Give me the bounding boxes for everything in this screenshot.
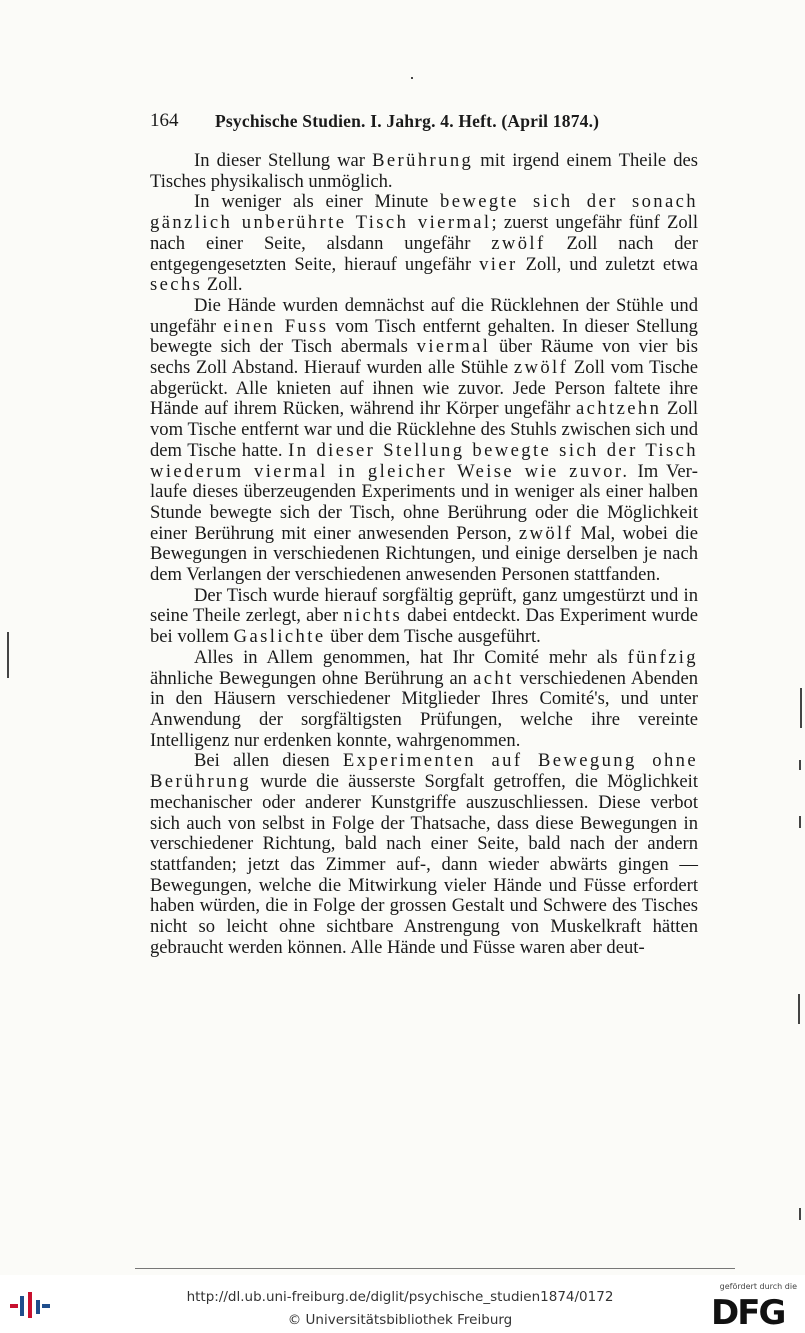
spaced-emphasis: bewegte sich der sonach gänzlich unberührte Tisch viermal xyxy=(150,191,698,234)
text-run: Die Hände wurden demnächst auf die Rücklehnen der Stühle und ungefähr xyxy=(150,294,698,337)
text-run: Zoll. xyxy=(202,274,243,296)
text-run: Der Tisch wurde hierauf sorgfältig geprüft, ganz umgestürzt und in seine Theile zerlegt, aber xyxy=(150,584,698,627)
bottom-rule xyxy=(135,1268,735,1269)
text-run: ; zuerst ungefähr fünf Zoll nach einer Seite, alsdann ungefähr xyxy=(150,212,698,254)
spaced-emphasis: viermal xyxy=(416,336,491,358)
text-run: dabei entdeckt. Das Experiment wurde bei vollem xyxy=(150,605,698,648)
page-number: 164 xyxy=(150,110,179,131)
paragraph xyxy=(150,296,698,586)
digital-library-icon xyxy=(6,1288,54,1324)
body-text xyxy=(150,151,698,958)
text-run: wurde die äusserste Sorgfalt getroffen, die Möglichkeit mechanischer oder anderer Kunstgriffe auszuschliessen. Diese verbot sich auch von selbst in Folge der Thatsache, dass diese Bewegungen in verschiedener Richtung, bald nach einer Seite, bald nach der andern stattfanden; jetzt das Zimmer auf-, dann wieder abwärts gingen — Bewegungen, welche die Mitwirkung vieler Hände und Füsse erfordert haben würden, die in Folge der grossen Gestalt und Schwere des Tisches nicht so leicht ohne sichtbare Anstrengung von Muskelkraft hätten gebraucht werden können. Alle Hände und Füsse waren aber deut- xyxy=(150,771,698,958)
text-run: Zoll vom Tische entfernt war und die Rücklehne des Stuhls zwischen sich und dem Tische hatte. xyxy=(150,398,698,461)
spaced-emphasis: zwölf xyxy=(513,357,569,379)
text-run: über dem Tische ausgeführt. xyxy=(325,626,541,648)
spaced-emphasis: sechs xyxy=(150,274,203,296)
spaced-emphasis: nichts xyxy=(343,605,403,627)
text-run: Zoll vom Tische abgerückt. Alle knieten auf ihnen wie zuvor. Jede Person faltete ihre Hände auf ihrem Rücken, während ihr Körper ungefähr xyxy=(150,357,699,420)
permalink[interactable]: http://dl.ub.uni-freiburg.de/diglit/psychische_studien1874/0172 xyxy=(186,1289,614,1305)
scan-speck xyxy=(800,688,802,728)
text-run: Zoll nach der entgegengesetzten Seite, hierauf ungefähr xyxy=(150,232,698,275)
scan-speck xyxy=(411,77,413,79)
scan-speck xyxy=(7,632,9,678)
text-run: über Räume von vier bis sechs Zoll Abstand. Hierauf wurden alle Stühle xyxy=(150,336,698,379)
spaced-emphasis: fünfzig xyxy=(627,646,698,668)
text-run: Zoll, und zuletzt etwa xyxy=(517,253,698,275)
paragraph xyxy=(150,192,698,296)
text-run: vom Tisch entfernt gehalten. In dieser Stellung bewegte sich der Tisch abermals xyxy=(150,315,698,358)
spaced-emphasis: Gaslichte xyxy=(233,626,326,648)
paragraph xyxy=(150,648,698,752)
spaced-emphasis: Berührung xyxy=(372,150,474,171)
text-run: Mal, wobei die Bewegungen in verschiedenen Richtungen, und einige derselben je nach dem Verlangen der verschiedenen anwesenden Personen stattfanden. xyxy=(150,522,699,586)
spaced-emphasis: zwölf xyxy=(518,522,574,544)
spaced-emphasis: Experimenten auf Bewegung ohne Berührung xyxy=(150,750,698,793)
text-run: mit irgend einem Theile des Tisches physikalisch unmöglich. xyxy=(150,150,698,192)
text-run: Bei allen diesen xyxy=(194,750,343,772)
paragraph xyxy=(150,751,698,958)
spaced-emphasis: achtzehn xyxy=(576,398,662,420)
scan-speck xyxy=(799,1208,801,1220)
scan-speck xyxy=(799,760,801,770)
paragraph xyxy=(150,151,698,192)
spaced-emphasis: einen Fuss xyxy=(223,315,329,337)
copyright-notice: © Universitätsbibliothek Freiburg xyxy=(287,1312,513,1328)
spaced-emphasis: vier xyxy=(479,253,518,275)
dfg-logo xyxy=(707,1282,797,1333)
dfg-wordmark: DFG xyxy=(711,1293,785,1333)
funding-label: gefördert durch die xyxy=(719,1282,797,1291)
scan-speck xyxy=(798,994,800,1024)
scan-speck xyxy=(799,816,801,828)
spaced-emphasis: In dieser Stellung bewegte sich der Tisch wiederum viermal in gleicher Weise wie zuvor. xyxy=(150,439,698,482)
paragraph xyxy=(150,586,698,648)
text-run: In weniger als einer Minute xyxy=(194,191,441,213)
text-run: In dieser Stellung war xyxy=(194,150,373,171)
spaced-emphasis: zwölf xyxy=(491,232,546,254)
running-title: Psychische Studien. I. Jahrg. 4. Heft. (April 1874.) xyxy=(215,111,600,131)
text-run: Alles in Allem genommen, hat Ihr Comité mehr als xyxy=(194,646,628,668)
text-run: Im Verlaufe dieses überzeugenden Experiments und in weniger als einer halben Stunde bewegte sich der Tisch, ohne Berührung oder die Möglichkeit einer Berührung mit einer anwesenden Person, xyxy=(150,460,698,544)
text-run: ähnliche Bewegungen ohne Berührung an xyxy=(150,667,474,689)
spaced-emphasis: acht xyxy=(473,667,514,689)
page-header xyxy=(150,110,650,132)
text-run: verschiedenen Abenden in den Häusern verschiedener Mitglieder Ihres Comité's, und unter Anwendung der sorgfältigsten Prüfungen, welche ihre vereinte Intelligenz nur erdenken konnte, wahrgenommen. xyxy=(150,667,699,751)
viewer-footer xyxy=(0,1276,805,1333)
